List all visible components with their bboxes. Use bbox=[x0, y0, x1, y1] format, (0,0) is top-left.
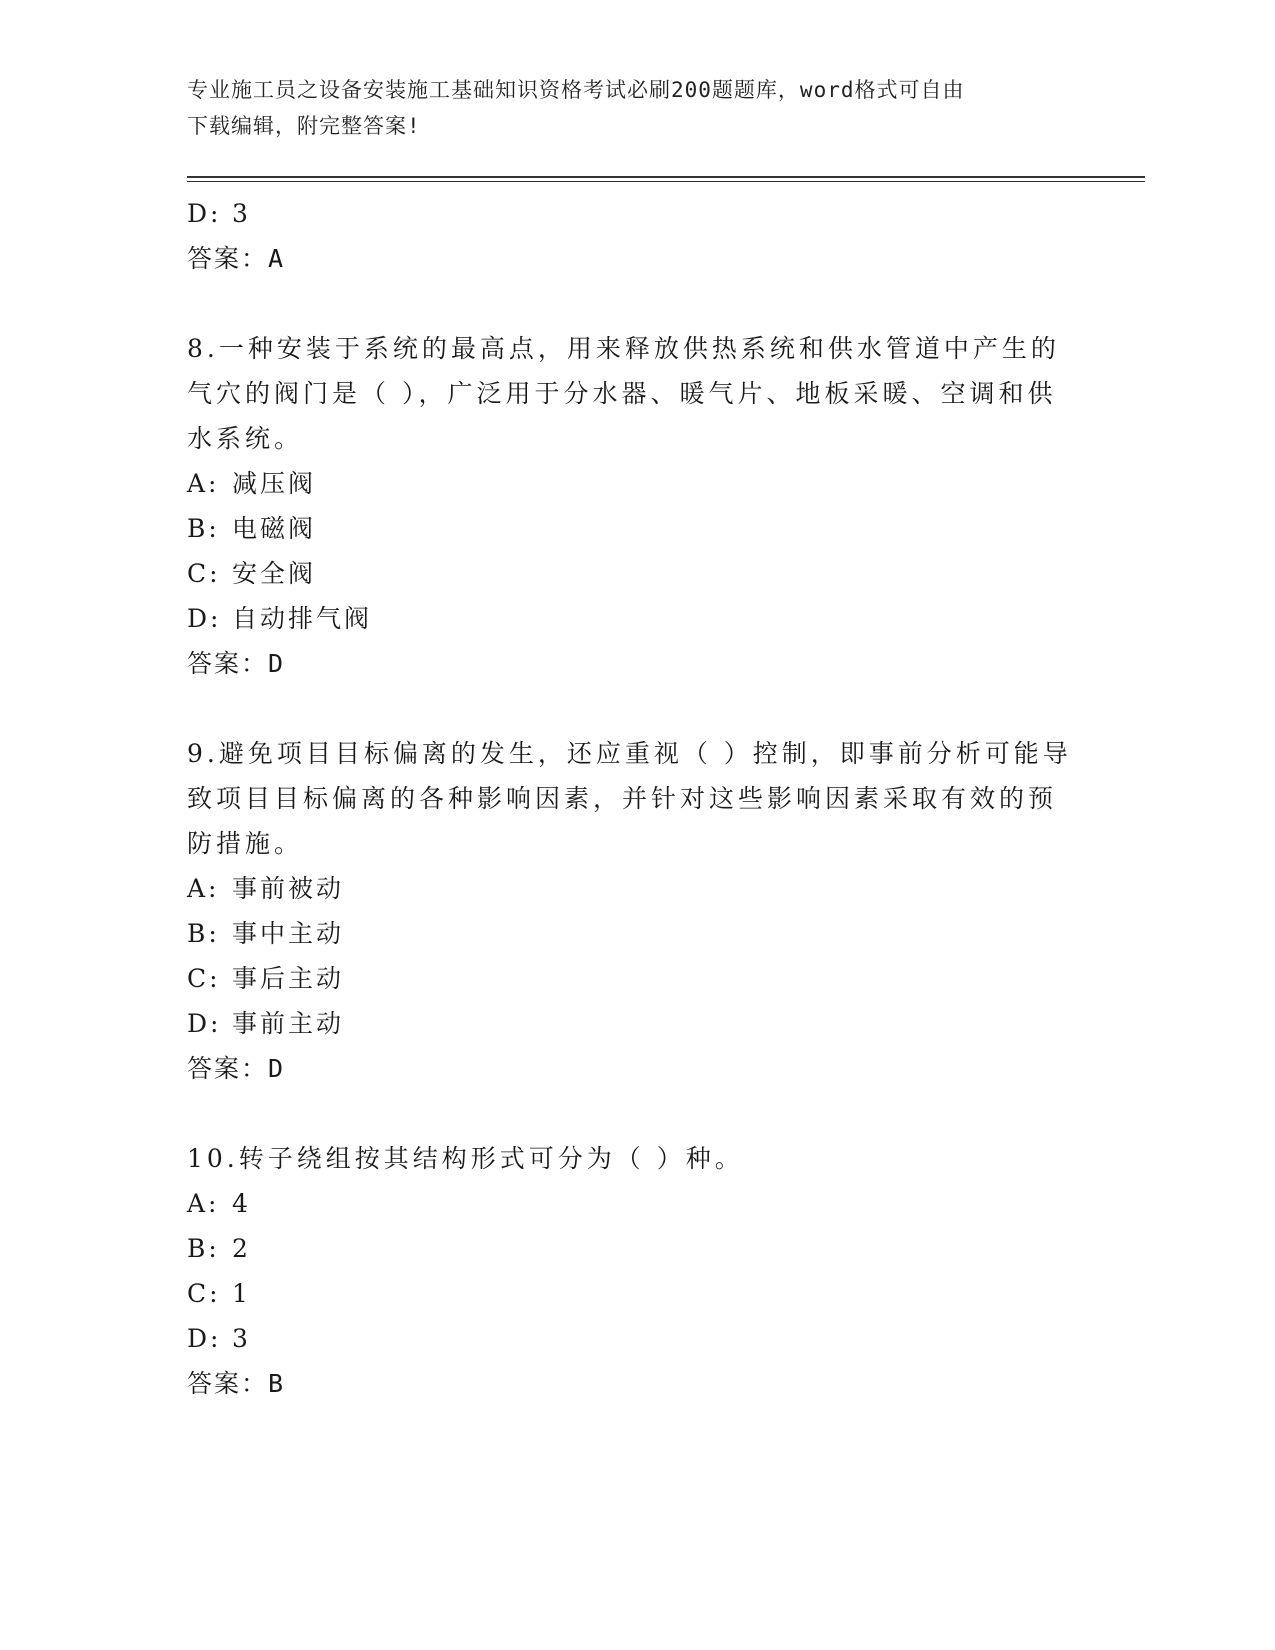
question-content bbox=[187, 191, 1072, 1406]
stem-line: 致项目目标偏离的各种影响因素，并针对这些影响因素采取有效的预 bbox=[187, 784, 1058, 813]
option-text: 事中主动 bbox=[232, 919, 345, 948]
option-a bbox=[187, 866, 1067, 911]
option-text: 安全阀 bbox=[232, 559, 317, 588]
option-c bbox=[187, 956, 1067, 1001]
option-label: D: bbox=[187, 604, 222, 633]
option-text: 1 bbox=[232, 1279, 251, 1308]
prev-option-d bbox=[187, 191, 1067, 236]
option-text: 自动排气阀 bbox=[232, 604, 373, 633]
option-b bbox=[187, 506, 1067, 551]
answer-line: 答案：B bbox=[187, 1369, 286, 1398]
option-b bbox=[187, 911, 1067, 956]
option-label: D: bbox=[187, 199, 222, 228]
option-d bbox=[187, 596, 1067, 641]
question-9 bbox=[187, 731, 1072, 1091]
stem-line: 9.避免项目目标偏离的发生，还应重视（ ）控制，即事前分析可能导 bbox=[187, 739, 1072, 768]
answer-line: 答案：D bbox=[187, 649, 286, 678]
question-stem bbox=[187, 326, 1067, 461]
option-a bbox=[187, 1181, 1067, 1226]
question-stem bbox=[187, 1136, 1067, 1181]
option-text: 3 bbox=[232, 1324, 251, 1353]
prev-answer: 答案：A bbox=[187, 244, 286, 273]
question-8 bbox=[187, 326, 1067, 686]
option-a bbox=[187, 461, 1067, 506]
stem-line: 气穴的阀门是（ ），广泛用于分水器、暖气片、地板采暖、空调和供 bbox=[187, 379, 1057, 408]
option-text: 2 bbox=[232, 1234, 251, 1263]
spacer bbox=[187, 686, 1067, 731]
option-text: 电磁阀 bbox=[232, 514, 317, 543]
stem-line: 水系统。 bbox=[187, 424, 304, 453]
option-text: 事后主动 bbox=[232, 964, 345, 993]
stem-line: 8.一种安装于系统的最高点，用来释放供热系统和供水管道中产生的 bbox=[187, 334, 1060, 363]
question-10 bbox=[187, 1136, 1067, 1406]
page-header bbox=[187, 72, 1067, 144]
option-label: C: bbox=[187, 964, 221, 993]
header-line-1: 专业施工员之设备安装施工基础知识资格考试必刷200题题库，word格式可自由 bbox=[187, 78, 965, 102]
header-rule-thin bbox=[187, 181, 1145, 182]
option-label: B: bbox=[187, 514, 220, 543]
option-label: A: bbox=[187, 469, 220, 498]
option-c bbox=[187, 551, 1067, 596]
option-label: A: bbox=[187, 874, 220, 903]
header-rule-thick bbox=[187, 176, 1145, 178]
header-line-2: 下载编辑，附完整答案! bbox=[187, 114, 421, 138]
option-label: B: bbox=[187, 919, 220, 948]
option-text: 事前主动 bbox=[232, 1009, 345, 1038]
answer-line: 答案：D bbox=[187, 1054, 286, 1083]
option-text: 事前被动 bbox=[232, 874, 345, 903]
stem-line: 10.转子绕组按其结构形式可分为（ ）种。 bbox=[187, 1144, 744, 1173]
spacer bbox=[187, 281, 1067, 326]
option-label: C: bbox=[187, 559, 221, 588]
option-text: 3 bbox=[232, 199, 251, 228]
option-text: 减压阀 bbox=[232, 469, 317, 498]
option-d bbox=[187, 1001, 1067, 1046]
option-label: D: bbox=[187, 1324, 222, 1353]
spacer bbox=[187, 1091, 1067, 1136]
option-label: C: bbox=[187, 1279, 221, 1308]
question-stem bbox=[187, 731, 1072, 866]
option-label: D: bbox=[187, 1009, 222, 1038]
option-d bbox=[187, 1316, 1067, 1361]
option-text: 4 bbox=[232, 1189, 251, 1218]
stem-line: 防措施。 bbox=[187, 829, 304, 858]
option-b bbox=[187, 1226, 1067, 1271]
option-label: A: bbox=[187, 1189, 220, 1218]
option-c bbox=[187, 1271, 1067, 1316]
option-label: B: bbox=[187, 1234, 220, 1263]
